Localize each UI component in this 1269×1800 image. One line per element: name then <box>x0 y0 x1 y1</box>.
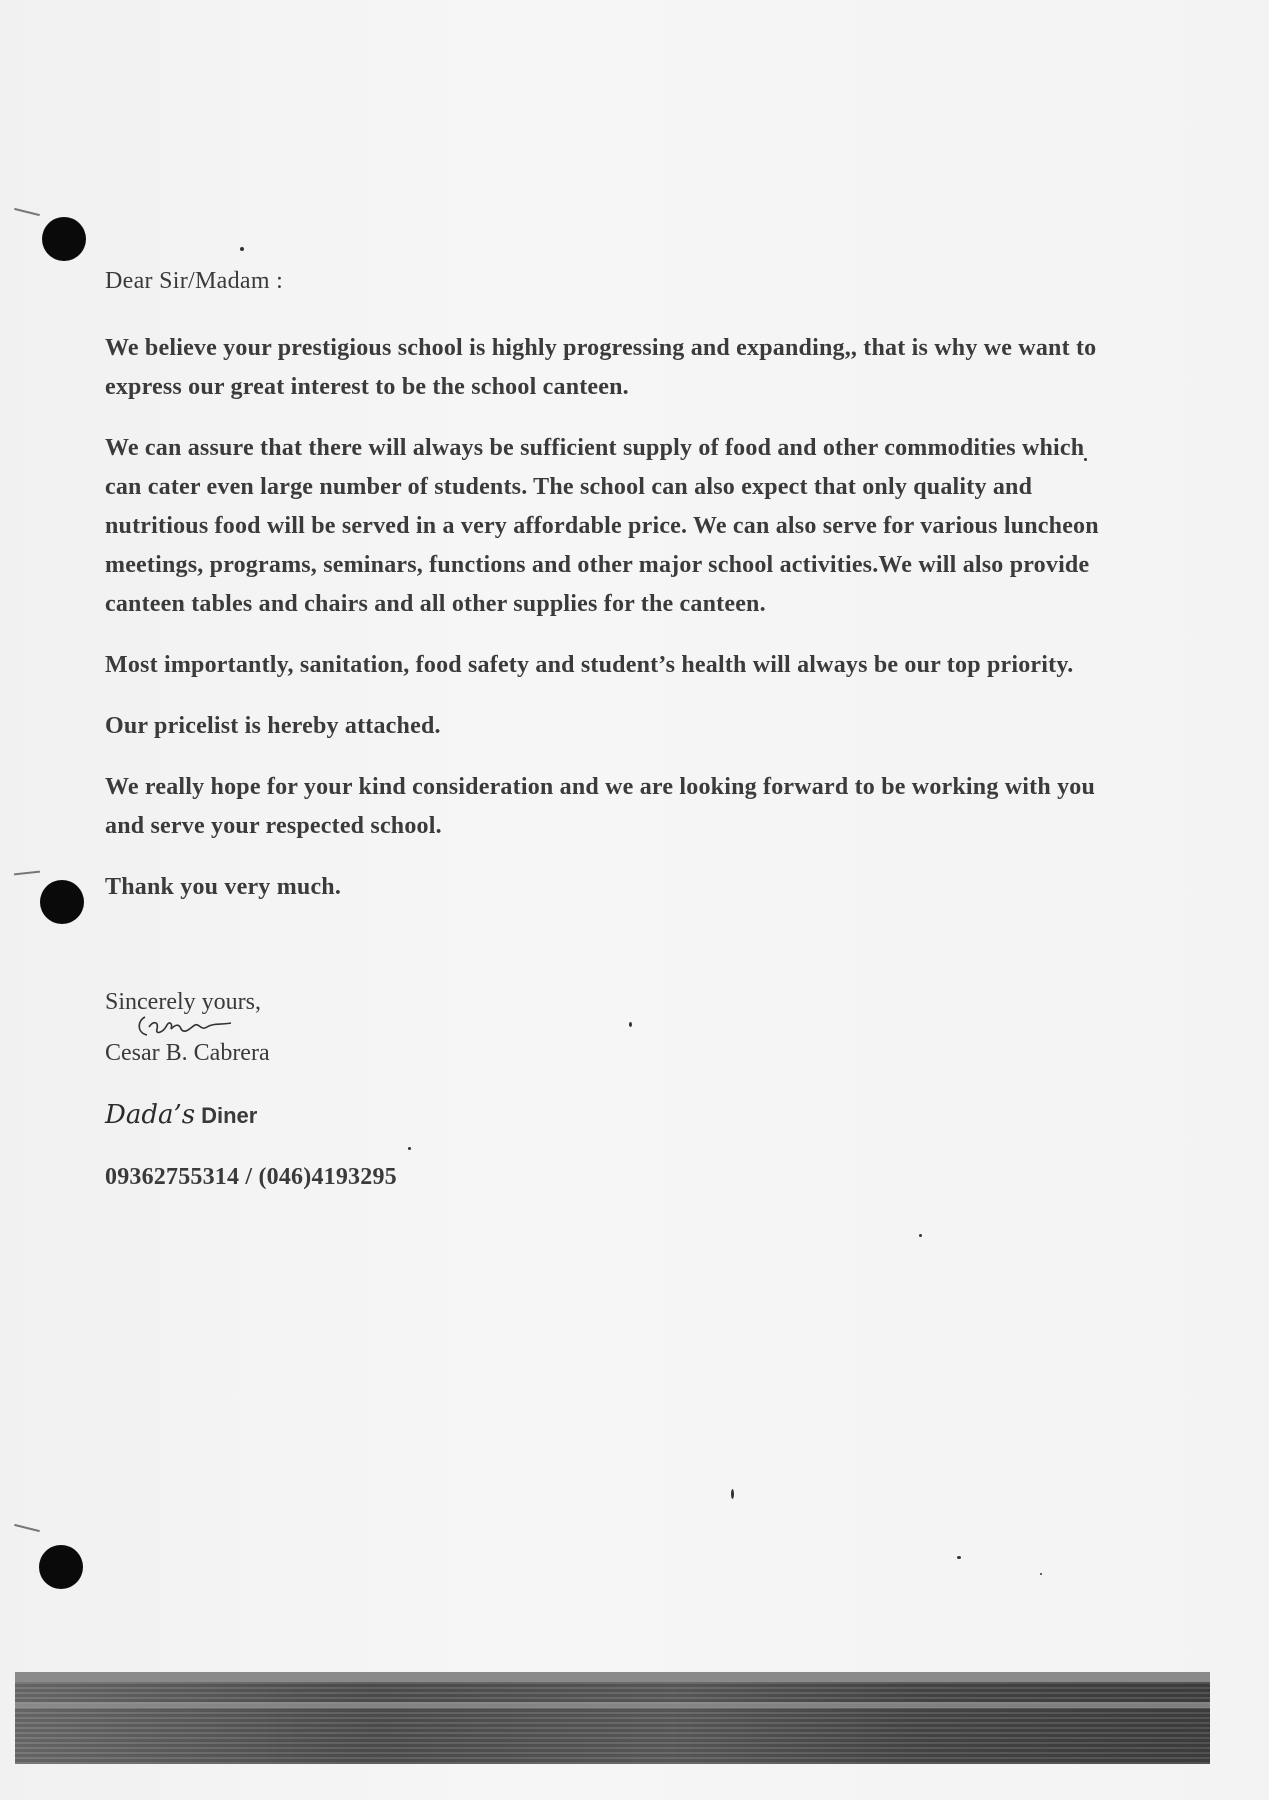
scanner-edge-streak <box>15 1702 1210 1708</box>
punch-hole <box>42 217 86 261</box>
signer-name: Cesar B. Cabrera <box>105 1040 270 1066</box>
letter-body <box>105 268 1105 1191</box>
business-name-script: Dada’s <box>105 1100 196 1130</box>
punch-hole-mark <box>14 871 40 876</box>
handwritten-signature <box>135 1013 1105 1037</box>
business-name-bold: Diner <box>201 1103 258 1128</box>
paragraph-assurance: We can assure that there will always be sufficient supply of food and other commodities which can cater even large number of students. The school can also expect that only quality and nutritious food will be served in a very affordable price. We can also serve for various luncheon meetings, programs, seminars, functions and other major school activities.We will also provide canteen tables and chairs and all other supplies for the canteen. <box>105 435 1099 617</box>
scan-speck <box>957 1556 961 1559</box>
scan-speck <box>1040 1573 1042 1575</box>
scan-speck <box>919 1234 922 1237</box>
punch-hole <box>40 880 84 924</box>
scanner-edge-highlight <box>15 1672 1210 1682</box>
punch-hole <box>39 1545 83 1589</box>
closing-line: Sincerely yours, <box>105 989 261 1015</box>
scan-speck <box>731 1489 734 1499</box>
paragraph-interest: We believe your prestigious school is highly progressing and expanding,, that is why we want to express our great interest to be the school canteen. <box>105 335 1097 400</box>
signature-scribble-icon <box>135 1013 255 1039</box>
paragraph-priority: Most importantly, sanitation, food safety and student’s health will always be our top priority. <box>105 652 1074 678</box>
paragraph-thanks: Thank you very much. <box>105 874 342 900</box>
salutation: Dear Sir/Madam : <box>105 268 284 294</box>
contact-numbers: 09362755314 / (046)4193295 <box>105 1164 397 1190</box>
closing-block <box>105 987 1105 1069</box>
business-name <box>105 1097 1105 1134</box>
paragraph-pricelist: Our pricelist is hereby attached. <box>105 713 441 739</box>
paragraph-consideration: We really hope for your kind consideration and we are looking forward to be working with you and serve your respected school. <box>105 774 1096 839</box>
punch-hole-mark <box>14 208 40 216</box>
scanner-edge-band <box>15 1672 1210 1764</box>
punch-hole-mark <box>14 1524 40 1532</box>
scan-speck <box>240 247 244 251</box>
